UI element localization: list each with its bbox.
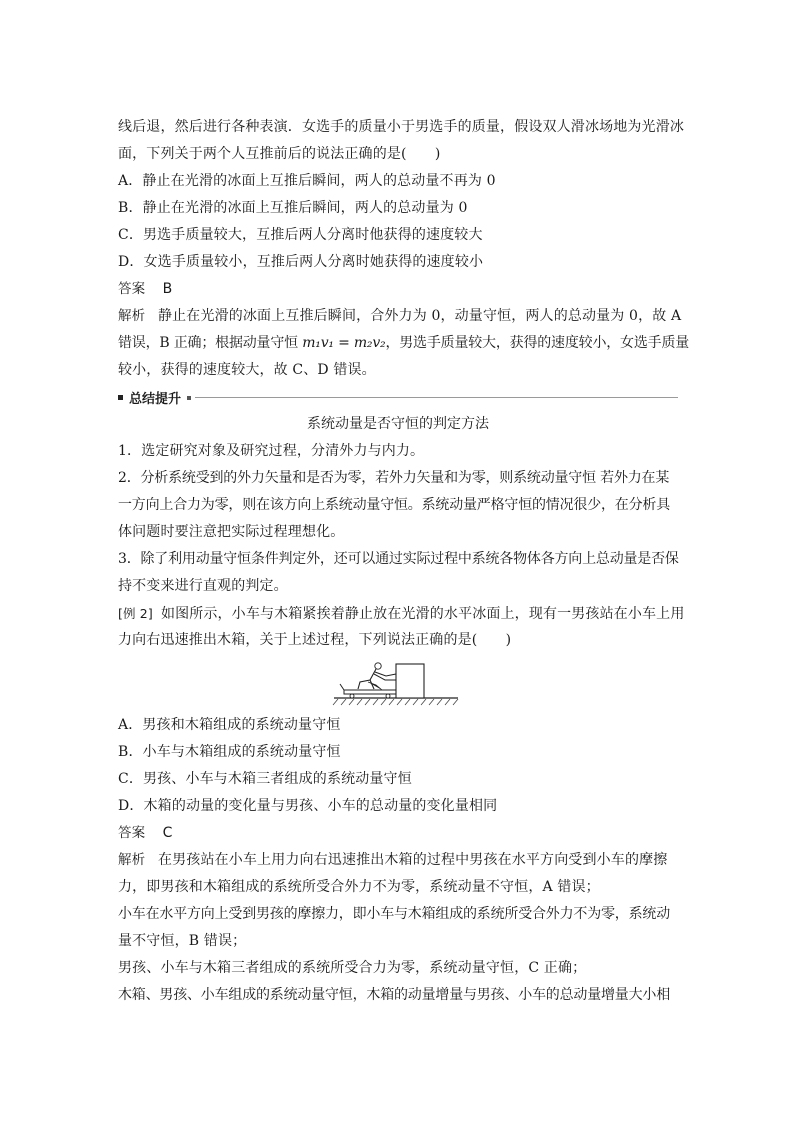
summary-item-1: 1．选定研究对象及研究过程，分清外力与内力。 — [118, 443, 425, 459]
q2-answer-row — [118, 820, 678, 847]
q2-analysis-line-1 — [118, 847, 678, 874]
summary-item-2-line-1: 2．分析系统受到的外力矢量和是否为零，若外力矢量和为零，则系统动量守恒 若外力在某 — [118, 470, 670, 486]
q1-analysis-text-1: 静止在光滑的冰面上互推后瞬间，合外力为 0，动量守恒，两人的总动量为 0，故 A — [158, 308, 682, 324]
q1-analysis-line-3: 较小，获得的速度较大，故 C、D 错误。 — [118, 362, 376, 378]
q1-analysis-line-1 — [118, 303, 682, 330]
summary-item-2-line-3: 体问题时要注意把实际过程理想化。 — [118, 524, 345, 540]
q2-analysis-line-3: 小车在水平方向上受到男孩的摩擦力，即小车与木箱组成的系统所受合外力不为零，系统动 — [118, 906, 670, 922]
q2-stem-line-2: 力向右迅速推出木箱，关于上述过程，下列说法正确的是( ) — [118, 632, 512, 648]
q1-analysis-line-2 — [118, 330, 690, 357]
q2-analysis-line-6: 木箱、男孩、小车组成的系统动量守恒，木箱的动量增量与男孩、小车的总动量增量大小相 — [118, 987, 670, 1003]
q2-analysis-line-2: 力，即男孩和木箱组成的系统所受合外力不为零，系统动量不守恒，A 错误； — [118, 879, 600, 895]
q2-option-c: C．男孩、小车与木箱三者组成的系统动量守恒 — [118, 771, 412, 787]
q1-stem-line-2: 面，下列关于两个人互推前后的说法正确的是( ) — [118, 146, 441, 162]
q2-analysis-label: 解析 — [118, 852, 146, 868]
q2-answer-label: 答案 — [118, 825, 146, 841]
q1-analysis-label: 解析 — [118, 308, 146, 324]
q1-stem-line-1: 线后退，然后进行各种表演．女选手的质量小于男选手的质量，假设双人滑冰场地为光滑冰 — [118, 119, 684, 135]
q1-answer-value: B — [162, 281, 173, 297]
q2-stem-line-1 — [118, 600, 685, 627]
q1-answer-label: 答案 — [118, 281, 146, 297]
bullet-square-small-icon — [187, 396, 191, 400]
q2-option-b: B．小车与木箱组成的系统动量守恒 — [118, 744, 341, 760]
q2-analysis-line-5: 男孩、小车与木箱三者组成的系统所受合力为零，系统动量守恒，C 正确； — [118, 960, 587, 976]
document-page — [118, 114, 690, 1009]
q1-option-a: A．静止在光滑的冰面上互推后瞬间，两人的总动量不再为 0 — [118, 173, 496, 189]
summary-divider — [195, 397, 678, 398]
summary-title: 系统动量是否守恒的判定方法 — [307, 416, 489, 432]
q1-answer-row — [118, 276, 678, 303]
q2-analysis-text-1: 在男孩站在小车上用力向右迅速推出木箱的过程中男孩在水平方向受到小车的摩擦 — [158, 852, 668, 868]
q2-stem-text-1: 如图所示，小车与木箱紧挨着静止放在光滑的水平冰面上，现有一男孩站在小车上用 — [160, 606, 685, 622]
q2-option-a: A．男孩和木箱组成的系统动量守恒 — [118, 717, 341, 733]
q1-analysis-formula: m₁v₁ = m₂v₂ — [302, 335, 386, 351]
summary-heading-bar — [118, 384, 678, 411]
summary-item-3-line-2: 持不变来进行直观的判定。 — [118, 578, 288, 594]
q1-option-c: C．男选手质量较大，互推后两人分离时他获得的速度较大 — [118, 227, 483, 243]
q2-answer-value: C — [162, 825, 173, 841]
summary-item-3-line-1: 3．除了利用动量守恒条件判定外，还可以通过实际过程中系统各物体各方向上总动量是否保 — [118, 551, 679, 567]
q2-example-tag: [例 2] — [118, 606, 153, 621]
q1-option-d: D．女选手质量较小，互推后两人分离时她获得的速度较小 — [118, 254, 484, 270]
boy-cart-box-illustration — [330, 658, 462, 710]
q2-figure — [118, 654, 678, 712]
summary-item-2-line-2: 一方向上合力为零，则在该方向上系统动量守恒。系统动量严格守恒的情况很少，在分析具 — [118, 497, 670, 513]
summary-heading: 总结提升 — [129, 392, 182, 407]
q2-option-d: D．木箱的动量的变化量与男孩、小车的总动量的变化量相同 — [118, 798, 498, 814]
q2-analysis-line-4: 量不守恒，B 错误； — [118, 933, 247, 949]
q1-analysis-text-2a: 错误，B 正确；根据动量守恒 — [118, 335, 303, 351]
q1-analysis-text-2b: ，男选手质量较大，获得的速度较小，女选手质量 — [385, 335, 690, 351]
bullet-square-icon — [118, 395, 123, 400]
q1-option-b: B．静止在光滑的冰面上互推后瞬间，两人的总动量为 0 — [118, 200, 468, 216]
